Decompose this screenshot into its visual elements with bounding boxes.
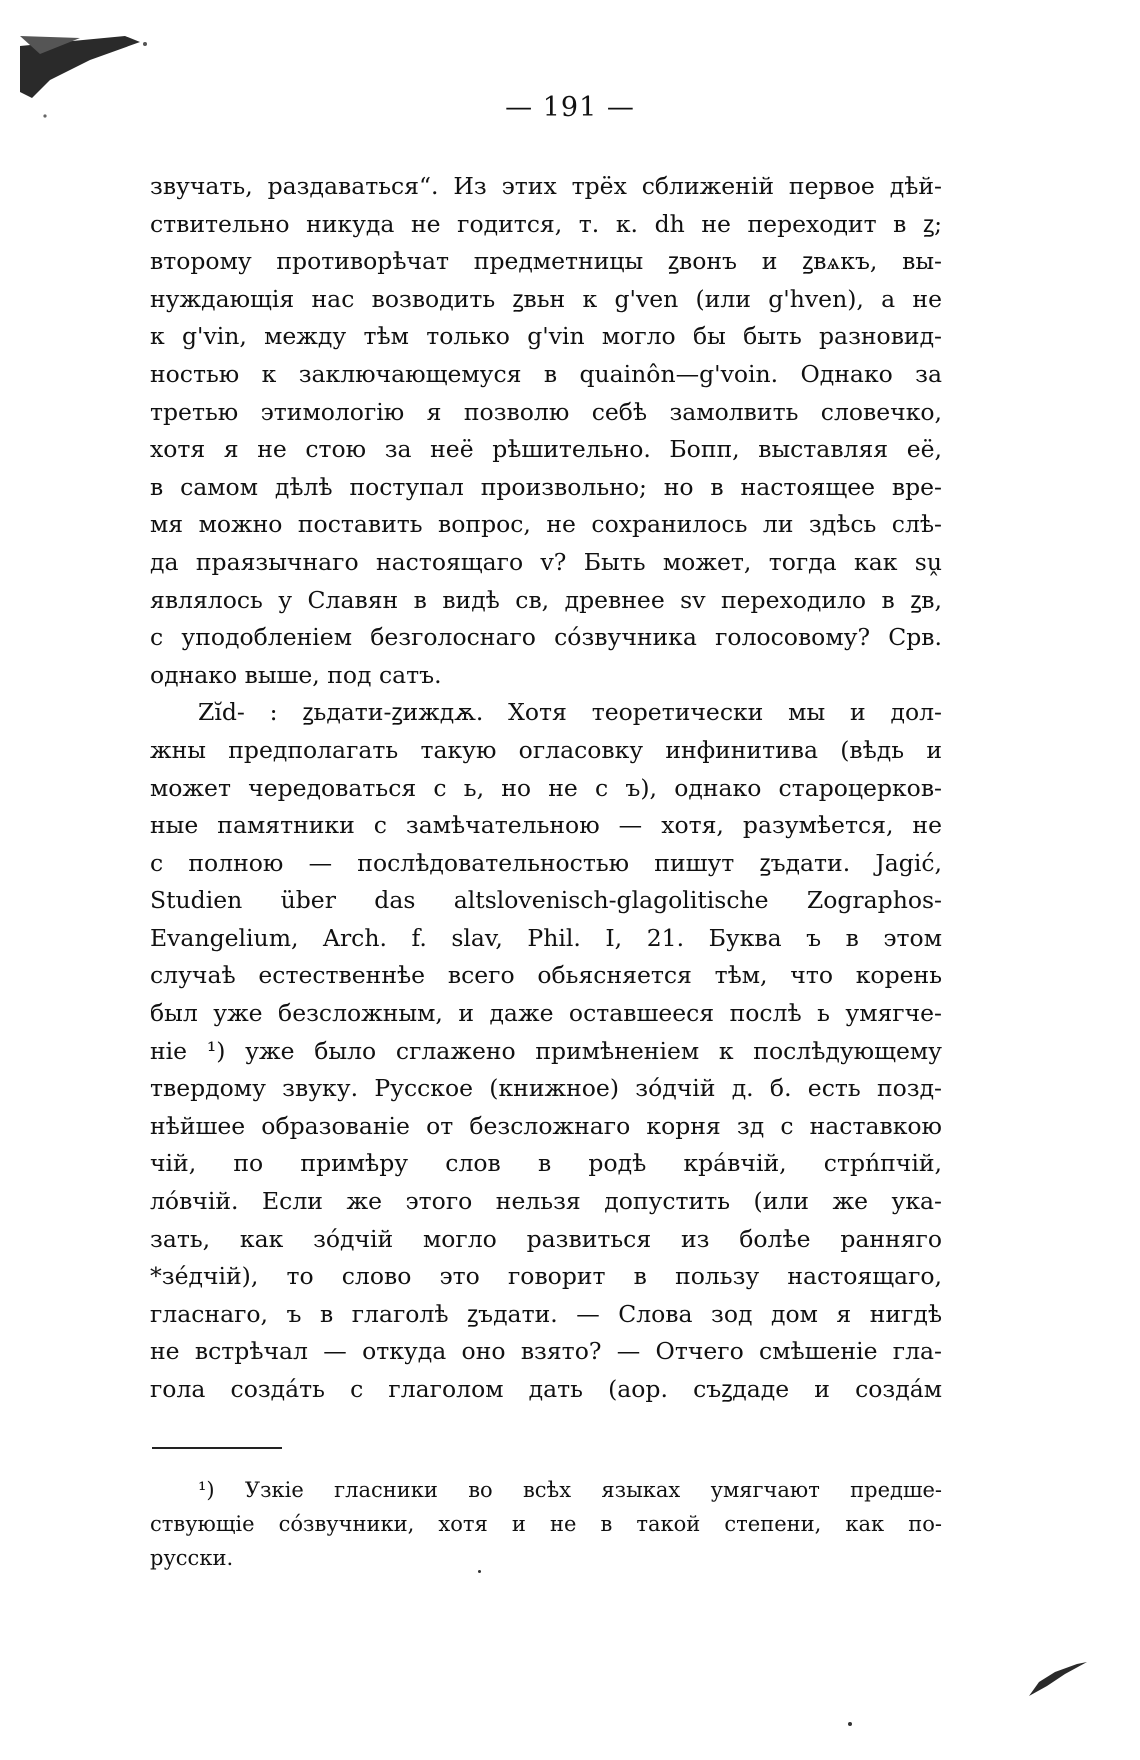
text-line: мя можно поставить вопрос, не сохранилось ли здѣсь слѣ- [150,510,942,539]
footnote-line: ствующіе сóзвучники, хотя и не в такой степени, как по- [150,1512,942,1536]
text-line: Zĭd- : ꙁьдати-ꙁиждѫ. Хотя теоретически мы и дол- [198,698,942,727]
footnote-line: русски. [150,1546,234,1570]
main-text-body [150,168,942,1409]
text-line: звучать, раздаваться“. Из этих трёх сближеній первое дѣй- [150,172,942,200]
text-line: был уже безсложным, и даже оставшееся послѣ ь умягче- [150,999,942,1028]
text-line: нуждающія нас возводить ꙁвьн к g'ven (или g'hven), а не [150,284,942,313]
text-line: лóвчій. Если же этого нельзя допустить (или же ука- [150,1187,942,1216]
text-line: гласнаго, ъ в глаголѣ ꙁъдати. — Слова зод дом я нигдѣ [150,1299,942,1328]
scan-speck [478,1570,481,1573]
text-line: нѣйшее образованіе от безсложнаго корня зд с наставкою [150,1111,942,1140]
footnote-line: ¹) Узкіе гласники во всѣх языках умягчают предше- [198,1478,942,1502]
text-line: жны предполагать такую огласовку инфинитива (вѣдь и [150,735,942,764]
text-line: гола создáть с глаголом дать (аор. съꙁдаде и создáм [150,1375,942,1403]
text-line: может чередоваться с ь, но не с ъ), однако староцерков- [150,773,942,802]
text-line: с уподобленіем безголоснаго сóзвучника голосовому? Срв. [150,623,942,652]
text-line: зать, как зóдчій могло развиться из болѣе ранняго [150,1224,942,1253]
text-line: с полною — послѣдовательностью пишут ꙁъдати. Jagić, [150,848,942,877]
text-line: случаѣ естественнѣе всего обьясняется тѣм, что корень [150,961,942,990]
footnote-paragraph [150,1473,942,1575]
text-line: Evangelium, Arch. f. slav, Phil. I, 21. Буква ъ в этом [150,923,942,952]
text-line: чій, по примѣру слов в родѣ крáвчій, стрńпчій, [150,1149,942,1178]
text-line: к g'vin, между тѣм только g'vin могло бы быть разновид- [150,322,942,351]
text-line: в самом дѣлѣ поступал произвольно; но в настоящее вре- [150,472,942,501]
text-line: хотя я не стою за неё рѣшительно. Бопп, выставляя её, [150,435,942,464]
text-line: *зéдчій), то слово это говорит в пользу настоящаго, [150,1262,942,1291]
text-line: ствительно никуда не годится, т. к. dh не переходит в ꙁ; [150,209,942,238]
scan-artifact-bottom-right [1025,1652,1095,1702]
text-line: Studien über das altslovenisch-glagolitische Zographos- [150,886,942,915]
scan-speck [848,1722,852,1726]
text-line: да праязычнаго настоящаго v? Быть может, тогда как sṷ [150,547,942,576]
text-line: ніе ¹) уже было сглажено примѣненіем к послѣдующему [150,1036,942,1065]
page-number: — 191 — [505,92,635,123]
paragraph [150,694,942,1408]
text-line: являлось у Славян в видѣ св, древнее sv переходило в ꙁв, [150,585,942,614]
paragraph [150,168,942,694]
text-line: третью этимологію я позволю себѣ замолвить словечко, [150,397,942,426]
text-line: ные памятники с замѣчательною — хотя, разумѣется, не [150,811,942,840]
text-line: не встрѣчал — откуда оно взято? — Отчего смѣшеніе гла- [150,1337,942,1366]
text-line: второму противорѣчат предметницы ꙁвонъ и ꙁвѧкъ, вы- [150,247,942,276]
text-line: однако выше, под сатъ. [150,660,442,689]
text-line: ностью к заключающемуся в quainôn—g'voin. Однако за [150,359,942,388]
footnote-divider [152,1447,282,1449]
text-line: твердому звуку. Русское (книжное) зóдчій д. б. есть позд- [150,1074,942,1103]
footnote [150,1473,942,1575]
